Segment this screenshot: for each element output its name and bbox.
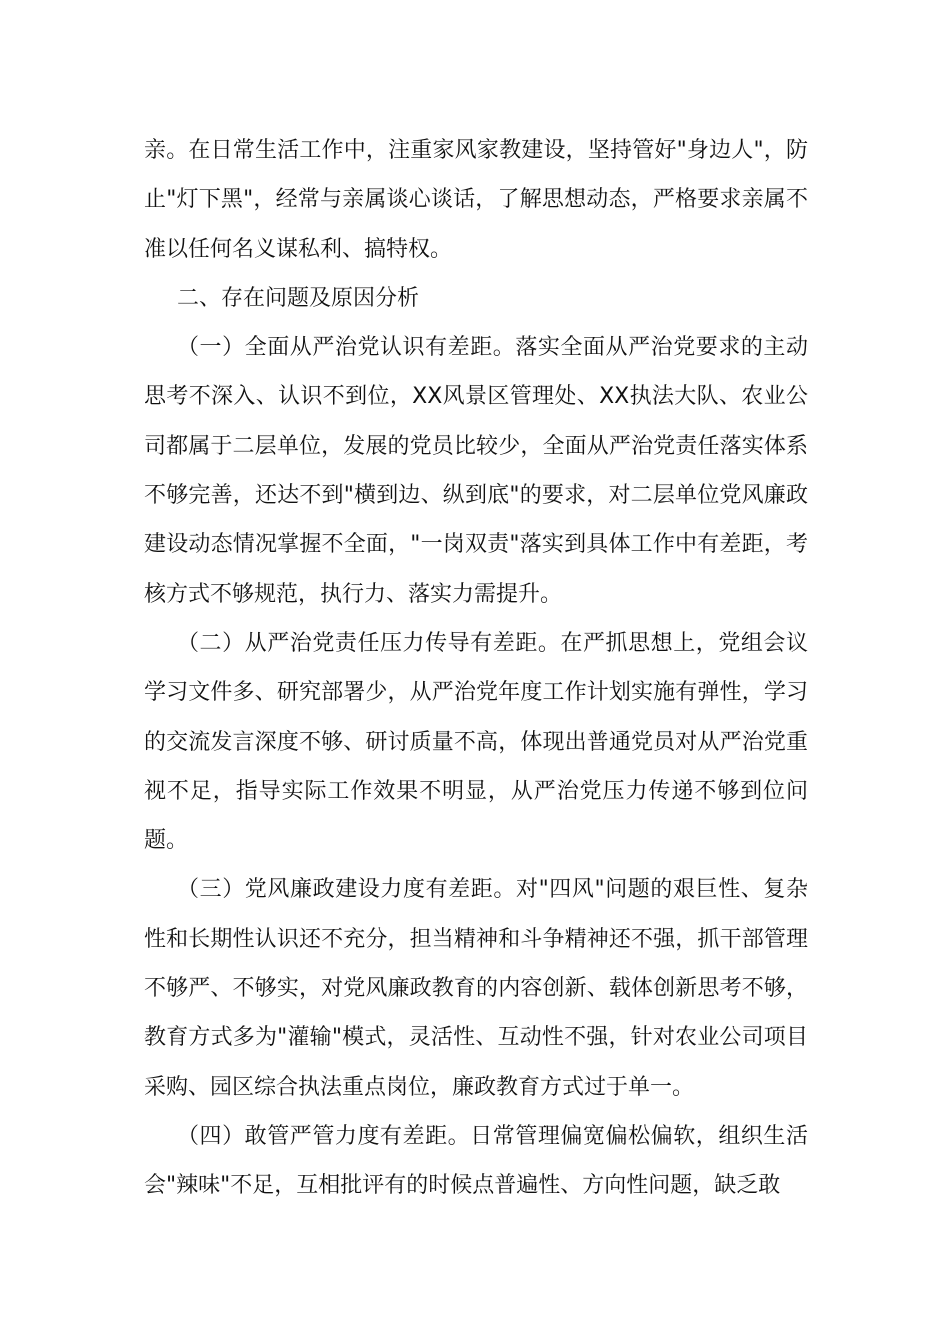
paragraph-item-4: （四）敢管严管力度有差距。日常管理偏宽偏松偏软，组织生活会"辣味"不足，互相批评有的时候点普遍性、方向性问题，缺乏敢 [144,1123,808,1199]
paragraph-item-1: （一）全面从严治党认识有差距。落实全面从严治党要求的主动思考不深入、认识不到位，XX风景区管理处、XX执法大队、农业公司都属于二层单位，发展的党员比较少，全面从严治党责任落实体系不够完善，还达不到"横到边、纵到底"的要求，对二层单位党风廉政建设动态情况掌握不全面，"一岗双责"落实到具体工作中有差距，考核方式不够规范，执行力、落实力需提升。 [144,335,808,607]
document-body [144,126,808,1211]
section-heading: 二、存在问题及原因分析 [177,285,420,311]
paragraph-item-2: （二）从严治党责任压力传导有差距。在严抓思想上，党组会议学习文件多、研究部署少，从严治党年度工作计划实施有弹性，学习的交流发言深度不够、研讨质量不高，体现出普通党员对从严治党重视不足，指导实际工作效果不明显，从严治党压力传递不够到位问题。 [144,630,808,854]
paragraph-item-3: （三）党风廉政建设力度有差距。对"四风"问题的艰巨性、复杂性和长期性认识还不充分，担当精神和斗争精神还不强，抓干部管理不够严、不够实，对党风廉政教育的内容创新、载体创新思考不够，教育方式多为"灌输"模式，灵活性、互动性不强，针对农业公司项目采购、园区综合执法重点岗位，廉政教育方式过于单一。 [144,877,808,1100]
paragraph-continuation: 亲。在日常生活工作中，注重家风家教建设，坚持管好"身边人"，防止"灯下黑"，经常与亲属谈心谈话，了解思想动态，严格要求亲属不准以任何名义谋私利、搞特权。 [144,138,808,262]
